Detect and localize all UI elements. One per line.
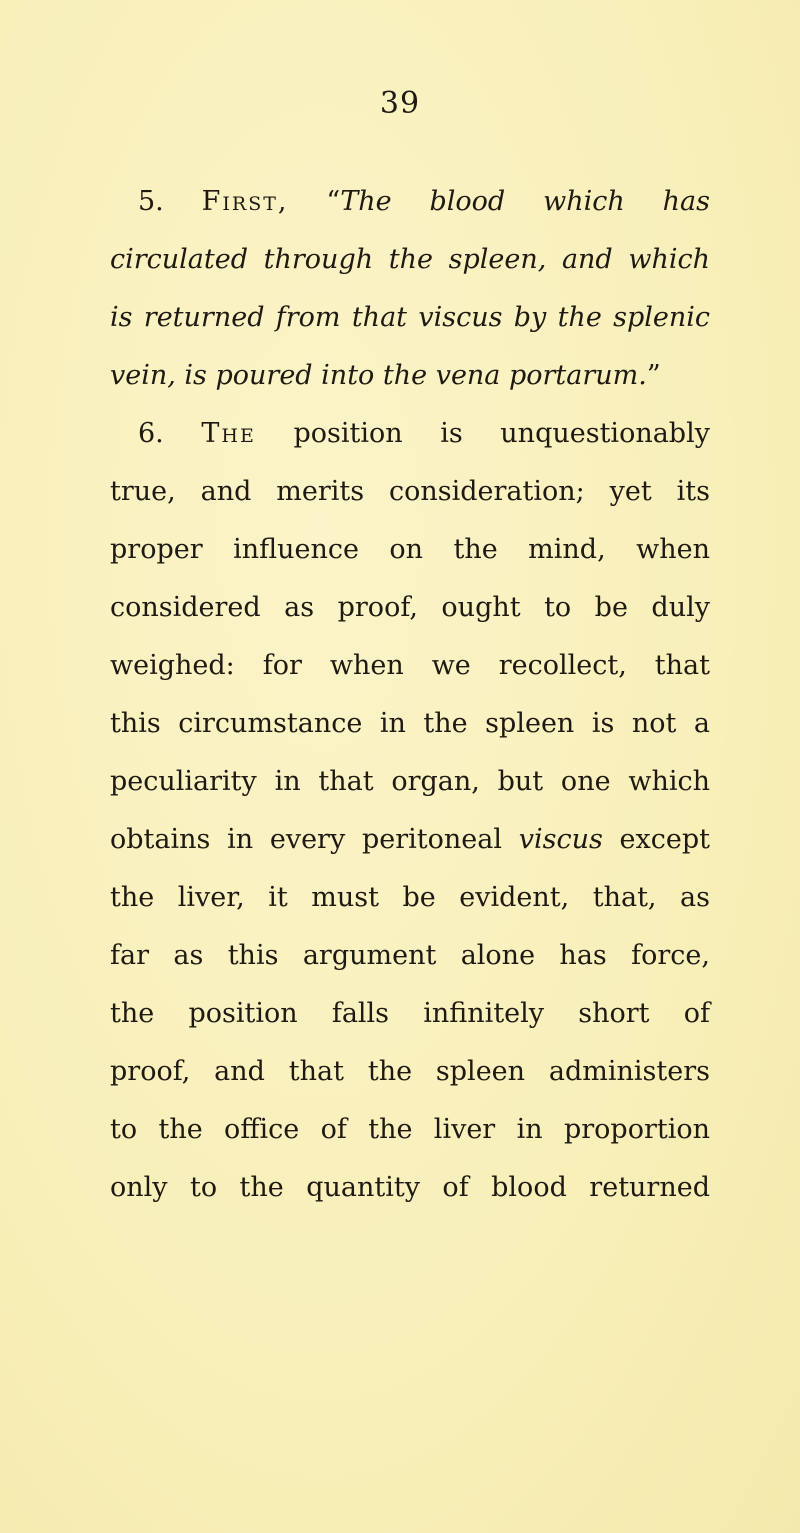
quote-text: The blood which has bbox=[340, 186, 710, 217]
paragraph-6-line-1 bbox=[110, 412, 710, 470]
paragraph-6-line: the liver, it must be evident, that, as bbox=[110, 882, 710, 913]
paragraph-5-line-1 bbox=[110, 180, 710, 238]
paragraph-6-line: proper influence on the mind, when bbox=[110, 534, 710, 565]
viscus-italic: viscus bbox=[518, 824, 603, 855]
paragraph-6-line: far as this argument alone has force, bbox=[110, 940, 710, 971]
paragraph-6-number: 6. bbox=[138, 418, 164, 449]
paragraph-5-line-4 bbox=[110, 354, 710, 412]
quote-text: is returned from that viscus by the splenic bbox=[110, 302, 710, 333]
paragraph-5-lead: First, bbox=[201, 186, 289, 217]
quote-text: circulated through the spleen, and which bbox=[110, 244, 710, 275]
paragraph-5-line-3 bbox=[110, 296, 710, 354]
paragraph-6-text: except bbox=[602, 824, 710, 855]
paragraph-6-line: true, and merits consideration; yet its bbox=[110, 476, 710, 507]
paragraph-6-line: considered as proof, ought to be duly bbox=[110, 592, 710, 623]
paragraph-6-text: obtains in every peritoneal bbox=[110, 824, 519, 855]
quote-text: vein, is poured into the vena portarum. bbox=[110, 360, 647, 391]
close-quote: ” bbox=[646, 360, 661, 391]
paragraph-6-line: peculiarity in that organ, but one which bbox=[110, 766, 710, 797]
paragraph-6-text: position is unquestionably bbox=[293, 418, 710, 449]
paragraph-6-line-viscus bbox=[110, 818, 710, 876]
paragraph-5-line-2 bbox=[110, 238, 710, 296]
page-number: 39 bbox=[379, 86, 421, 121]
paragraph-6-line: weighed: for when we recollect, that bbox=[110, 650, 710, 681]
paragraph-6-lead: The bbox=[201, 418, 256, 449]
paragraph-6-line: to the office of the liver in proportion bbox=[110, 1114, 710, 1145]
paragraph-6-line: this circumstance in the spleen is not a bbox=[110, 708, 710, 739]
paragraph-6-last-line: only to the quantity of blood returned bbox=[110, 1172, 710, 1203]
paragraph-5-number: 5. bbox=[138, 186, 164, 217]
body-text bbox=[110, 180, 710, 1224]
open-quote: “ bbox=[326, 186, 341, 217]
paragraph-6-line: proof, and that the spleen administers bbox=[110, 1056, 710, 1087]
paragraph-6-line: the position falls infinitely short of bbox=[110, 998, 710, 1029]
